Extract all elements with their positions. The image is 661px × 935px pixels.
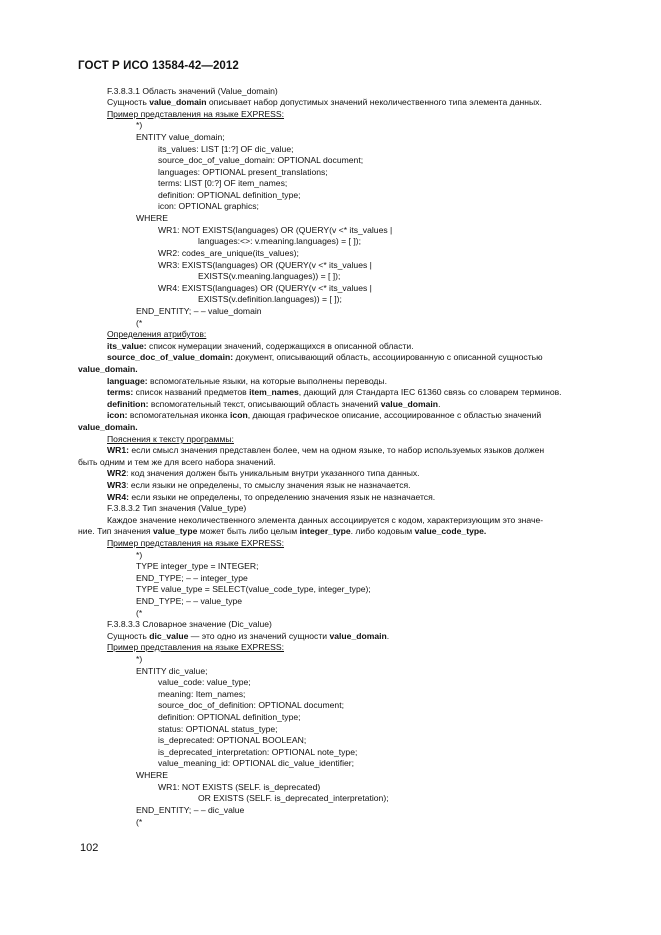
text-span: *) bbox=[136, 120, 143, 130]
text-line bbox=[136, 573, 248, 584]
text-span: : код значения должен быть уникальным внутри указанного типа данных. bbox=[126, 468, 420, 478]
text-span: — это одно из значений сущности bbox=[188, 631, 330, 641]
text-span: (* bbox=[136, 608, 143, 618]
text-span: (* bbox=[136, 817, 143, 827]
bold-term: dic_value bbox=[149, 631, 189, 641]
text-line bbox=[136, 770, 168, 781]
text-span: : если языки не определены, то смыслу значения язык не назначается. bbox=[126, 480, 411, 490]
text-line bbox=[158, 248, 299, 259]
text-span: . либо кодовым bbox=[350, 526, 415, 536]
text-line bbox=[107, 445, 544, 456]
text-span: (* bbox=[136, 318, 143, 328]
text-line bbox=[158, 155, 363, 166]
text-span: вспомогательные языки, на которые выполнены переводы. bbox=[147, 376, 387, 386]
text-line bbox=[136, 584, 371, 595]
text-span: source_doc_of_definition: OPTIONAL document; bbox=[158, 700, 344, 710]
text-line bbox=[158, 190, 301, 201]
text-span: EXISTS(v.definition.languages)) = [ ]); bbox=[198, 294, 342, 304]
text-line bbox=[158, 724, 278, 735]
bold-term: icon bbox=[230, 410, 248, 420]
bold-term: item_names bbox=[249, 387, 299, 397]
text-line bbox=[158, 225, 392, 236]
text-line bbox=[158, 712, 301, 723]
text-line bbox=[158, 735, 306, 746]
text-line bbox=[136, 608, 142, 619]
bold-term: value_domain bbox=[380, 399, 439, 409]
text-span: *) bbox=[136, 654, 143, 664]
text-span: its_values: LIST [1:?] OF dic_value; bbox=[158, 144, 294, 154]
text-line bbox=[158, 677, 251, 688]
text-line bbox=[107, 341, 414, 352]
text-line bbox=[136, 306, 262, 317]
text-span: может быть либо целым bbox=[197, 526, 300, 536]
text-span: END_TYPE; – – integer_type bbox=[136, 573, 248, 583]
text-line bbox=[78, 457, 276, 468]
bold-term: WR4: bbox=[107, 492, 129, 502]
text-line bbox=[107, 329, 206, 340]
text-span: Каждое значение неколичественного элемента данных ассоциируется с кодом, характеризующим это значе- bbox=[107, 515, 544, 525]
text-span: ние. Тип значения bbox=[78, 526, 153, 536]
text-line bbox=[136, 120, 142, 131]
text-line bbox=[136, 132, 225, 143]
text-span: Пример представления на языке EXPRESS: bbox=[107, 538, 285, 548]
text-span: is_deprecated: OPTIONAL BOOLEAN; bbox=[158, 735, 307, 745]
text-line bbox=[107, 631, 389, 642]
text-span: , дающий для Стандарта IEC 61360 связь со словарем терминов. bbox=[298, 387, 562, 397]
text-span: F.3.8.3.2 Тип значения (Value_type) bbox=[107, 503, 247, 513]
bold-term: value_domain. bbox=[78, 364, 138, 374]
text-line bbox=[107, 503, 246, 514]
text-span: *) bbox=[136, 550, 143, 560]
text-line bbox=[136, 550, 142, 561]
text-span: Пример представления на языке EXPRESS: bbox=[107, 109, 285, 119]
bold-term: WR3 bbox=[107, 480, 127, 490]
text-line bbox=[158, 689, 245, 700]
text-span: если смысл значения представлен более, чем на одном языке, то набор используемых языков должен bbox=[128, 445, 545, 455]
page-number: 102 bbox=[80, 842, 99, 854]
text-line bbox=[158, 167, 328, 178]
text-span: OR EXISTS (SELF. is_deprecated_interpretation); bbox=[198, 793, 389, 803]
text-span: WR1: NOT EXISTS(languages) OR (QUERY(v <* its_values | bbox=[158, 225, 393, 235]
text-span: END_TYPE; – – value_type bbox=[136, 596, 243, 606]
text-span: если языки не определены, то определению значения язык не назначается. bbox=[128, 492, 436, 502]
text-span: F.3.8.3.1 Область значений (Value_domain) bbox=[107, 86, 278, 96]
text-line bbox=[107, 480, 411, 491]
text-span: . bbox=[438, 399, 441, 409]
text-span: . bbox=[386, 631, 390, 641]
text-span: END_ENTITY; – – value_domain bbox=[136, 306, 262, 316]
text-line bbox=[136, 213, 168, 224]
bold-term: value_type bbox=[152, 526, 198, 536]
text-line bbox=[136, 805, 244, 816]
text-span: ENTITY dic_value; bbox=[136, 666, 208, 676]
text-span: , дающая графическое описание, ассоциированное с областью значений bbox=[247, 410, 542, 420]
bold-term: definition: bbox=[107, 399, 149, 409]
text-span: WR2: codes_are_unique(its_values); bbox=[158, 248, 299, 258]
bold-term: value_code_type. bbox=[414, 526, 487, 536]
text-span: value_meaning_id: OPTIONAL dic_value_identifier; bbox=[158, 758, 355, 768]
text-span: icon: OPTIONAL graphics; bbox=[158, 201, 259, 211]
text-span: is_deprecated_interpretation: OPTIONAL note_type; bbox=[158, 747, 358, 757]
text-line bbox=[158, 747, 357, 758]
text-span: Сущность bbox=[107, 97, 150, 107]
text-line bbox=[198, 271, 340, 282]
text-line bbox=[107, 387, 562, 398]
text-span: документ, описывающий область, ассоциированную с описанной сущностью bbox=[233, 352, 543, 362]
text-line bbox=[158, 283, 372, 294]
bold-term: its_value: bbox=[107, 341, 147, 351]
text-line bbox=[107, 642, 284, 653]
bold-term: integer_type bbox=[299, 526, 351, 536]
text-span: definition: OPTIONAL definition_type; bbox=[158, 190, 301, 200]
text-span: описывает набор допустимых значений неколичественного типа элемента данных. bbox=[206, 97, 542, 107]
text-line bbox=[107, 109, 284, 120]
text-line bbox=[107, 538, 284, 549]
bold-term: value_domain. bbox=[78, 422, 138, 432]
text-line bbox=[107, 468, 420, 479]
text-span: END_ENTITY; – – dic_value bbox=[136, 805, 245, 815]
text-span: вспомогательный текст, описывающий область значений bbox=[148, 399, 381, 409]
text-line bbox=[158, 700, 344, 711]
text-line bbox=[136, 654, 142, 665]
text-span: Сущность bbox=[107, 631, 150, 641]
text-line bbox=[136, 596, 242, 607]
text-line bbox=[158, 144, 294, 155]
bold-term: language: bbox=[107, 376, 148, 386]
bold-term: terms: bbox=[107, 387, 134, 397]
bold-term: value_domain bbox=[149, 97, 207, 107]
text-span: languages: OPTIONAL present_translations; bbox=[158, 167, 328, 177]
text-span: список нумерации значений, содержащихся в описанной области. bbox=[146, 341, 414, 351]
text-span: вспомогательная иконка bbox=[127, 410, 231, 420]
bold-term: source_doc_of_value_domain: bbox=[107, 352, 234, 362]
text-span: WR4: EXISTS(languages) OR (QUERY(v <* its_values | bbox=[158, 283, 372, 293]
text-line bbox=[107, 97, 542, 108]
text-line bbox=[158, 260, 372, 271]
text-line bbox=[158, 201, 259, 212]
bold-term: icon: bbox=[107, 410, 128, 420]
text-line bbox=[78, 422, 138, 433]
text-line bbox=[107, 434, 234, 445]
text-line bbox=[107, 376, 387, 387]
text-span: список названий предметов bbox=[133, 387, 250, 397]
text-line bbox=[158, 758, 354, 769]
text-span: meaning: Item_names; bbox=[158, 689, 246, 699]
text-span: Пример представления на языке EXPRESS: bbox=[107, 642, 285, 652]
text-span: F.3.8.3.3 Словарное значение (Dic_value) bbox=[107, 619, 272, 629]
text-span: languages:<>: v.meaning.languages) = [ ]); bbox=[198, 236, 361, 246]
text-line bbox=[136, 561, 259, 572]
text-span: WR3: EXISTS(languages) OR (QUERY(v <* its_values | bbox=[158, 260, 372, 270]
text-span: value_code: value_type; bbox=[158, 677, 251, 687]
text-line bbox=[198, 294, 342, 305]
text-line bbox=[136, 817, 142, 828]
text-line bbox=[78, 526, 486, 537]
text-span: EXISTS(v.meaning.languages)) = [ ]); bbox=[198, 271, 341, 281]
text-line bbox=[158, 178, 287, 189]
text-line bbox=[107, 492, 435, 503]
text-line bbox=[198, 236, 361, 247]
text-line bbox=[107, 515, 543, 526]
text-span: Пояснения к тексту программы: bbox=[107, 434, 234, 444]
text-line bbox=[107, 619, 272, 630]
text-span: Определения атрибутов: bbox=[107, 329, 207, 339]
text-line bbox=[107, 410, 541, 421]
text-line bbox=[107, 352, 543, 363]
text-line bbox=[158, 782, 320, 793]
bold-term: value_domain bbox=[329, 631, 387, 641]
text-line bbox=[78, 364, 138, 375]
text-span: terms: LIST [0:?] OF item_names; bbox=[158, 178, 288, 188]
text-line bbox=[107, 86, 278, 97]
text-span: WHERE bbox=[136, 770, 168, 780]
document-header: ГОСТ Р ИСО 13584-42—2012 bbox=[78, 60, 239, 72]
text-line bbox=[107, 399, 440, 410]
bold-term: WR2 bbox=[107, 468, 127, 478]
bold-term: WR1: bbox=[107, 445, 129, 455]
text-span: WHERE bbox=[136, 213, 168, 223]
text-span: WR1: NOT EXISTS (SELF. is_deprecated) bbox=[158, 782, 321, 792]
text-span: TYPE value_type = SELECT(value_code_type, integer_type); bbox=[136, 584, 371, 594]
text-line bbox=[136, 666, 208, 677]
text-line bbox=[136, 318, 142, 329]
text-span: source_doc_of_value_domain: OPTIONAL document; bbox=[158, 155, 364, 165]
text-span: status: OPTIONAL status_type; bbox=[158, 724, 278, 734]
text-span: TYPE integer_type = INTEGER; bbox=[136, 561, 259, 571]
text-span: ENTITY value_domain; bbox=[136, 132, 225, 142]
text-line bbox=[198, 793, 389, 804]
text-span: быть одним и тем же для всего набора значений. bbox=[78, 457, 276, 467]
text-span: definition: OPTIONAL definition_type; bbox=[158, 712, 301, 722]
